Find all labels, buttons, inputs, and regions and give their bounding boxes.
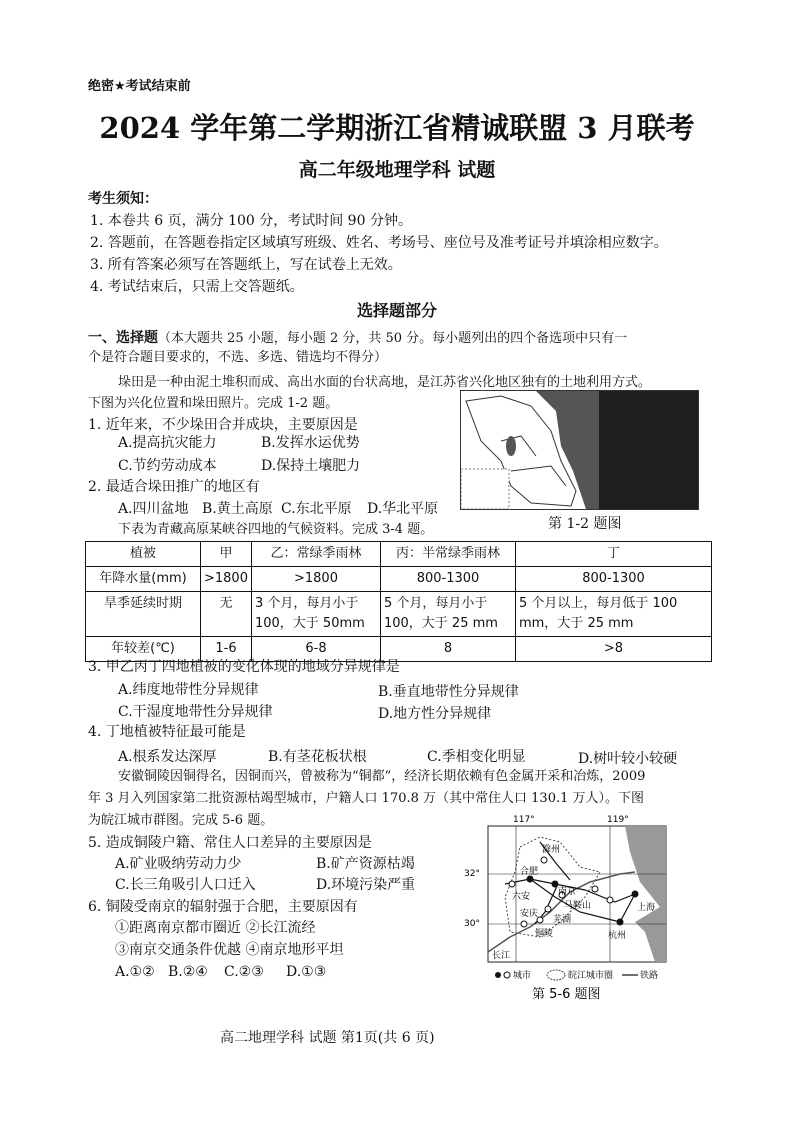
exam-title: 2024 学年第二学期浙江省精诚联盟 3 月联考: [99, 111, 695, 145]
option-d[interactable]: D.华北平原: [367, 501, 439, 517]
notice-item: 2. 答题前，在答题卷指定区域填写班级、姓名、考场号、座位号及准考证号并填涂相应数字。: [90, 235, 668, 251]
longitude-label: 117°: [513, 815, 535, 825]
section-title: 选择题部分: [356, 301, 437, 320]
question-2: 2. 最适合垛田推广的地区有: [88, 479, 260, 495]
city-label: 合肥: [520, 867, 539, 877]
table-cell: 5 个月，每月小于 100，大于 25 mm: [380, 592, 515, 637]
table-header: 植被: [86, 542, 201, 567]
city-label: 马鞍山: [564, 901, 592, 911]
question-5: 5. 造成铜陵户籍、常住人口差异的主要原因是: [88, 835, 372, 851]
option-d[interactable]: D.地方性分异规律: [378, 706, 492, 722]
city-label: 芜湖: [553, 915, 572, 925]
page-footer: 高二地理学科 试题 第1页(共 6 页): [220, 1030, 435, 1046]
option-c[interactable]: C.季相变化明显: [427, 749, 526, 765]
table-header: 乙：常绿季雨林: [251, 542, 380, 567]
question-3: 3. 甲乙丙丁四地植被的变化体现的地域分异规律是: [88, 659, 400, 675]
statement-3-4: ③南京交通条件优越 ④南京地形平坦: [115, 942, 344, 958]
option-a[interactable]: A.矿业吸纳劳动力少: [115, 856, 242, 872]
passage-text: 年 3 月入列国家第二批资源枯竭型城市，户籍人口 170.8 万（其中常住人口 130.1 万人）。下图: [88, 791, 644, 806]
option-b[interactable]: B.发挥水运优势: [261, 435, 360, 451]
option-a[interactable]: A.纬度地带性分异规律: [118, 682, 259, 698]
city-label: 上海: [637, 903, 656, 913]
option-d[interactable]: D.环境污染严重: [316, 877, 416, 893]
latitude-label: 30°: [464, 919, 480, 929]
notice-item: 1. 本卷共 6 页，满分 100 分，考试时间 90 分钟。: [90, 213, 412, 229]
notice-item: 3. 所有答案必须写在答题纸上，写在试卷上无效。: [90, 257, 402, 273]
option-b[interactable]: B.垂直地带性分异规律: [378, 684, 519, 700]
option-b[interactable]: B.矿产资源枯竭: [316, 856, 415, 872]
city-label: 铜陵: [535, 929, 554, 939]
notice-heading: 考生须知：: [88, 191, 158, 207]
exam-subtitle: 高二年级地理学科 试题: [298, 159, 496, 181]
option-a[interactable]: A.根系发达深厚: [118, 749, 217, 765]
table-cell: 3 个月，每月小于 100，大于 50mm: [251, 592, 380, 637]
table-cell: 800-1300: [380, 567, 515, 592]
figure-caption: 第 1-2 题图: [548, 516, 622, 532]
passage-text: 下图为兴化位置和垛田照片。完成 1-2 题。: [88, 396, 339, 411]
city-label: 六安: [512, 892, 531, 902]
notice-item: 4. 考试结束后，只需上交答题纸。: [90, 279, 304, 295]
table-header: 甲: [201, 542, 252, 567]
city-label: 滁州: [542, 845, 561, 855]
confidential-label: 绝密★考试结束前: [88, 79, 191, 94]
statement-1-2: ①距离南京都市圈近 ②长江流经: [115, 920, 316, 936]
option-a[interactable]: A.四川盆地: [118, 501, 189, 517]
table-cell: 6-8: [251, 637, 380, 662]
table-cell: 1-6: [201, 637, 252, 662]
climate-table: [85, 541, 712, 662]
city-label: 安庆: [520, 909, 539, 919]
option-d[interactable]: D.树叶较小较硬: [578, 751, 678, 767]
table-header: 丁: [515, 542, 711, 567]
option-c[interactable]: C.②③: [224, 964, 264, 980]
figure-caption: 第 5-6 题图: [532, 987, 601, 1002]
option-d[interactable]: D.保持土壤肥力: [261, 458, 361, 474]
longitude-label: 119°: [607, 815, 629, 825]
option-c[interactable]: C.节约劳动成本: [118, 458, 217, 474]
legend-railway: 铁路: [640, 971, 659, 981]
option-a[interactable]: A.提高抗灾能力: [118, 435, 217, 451]
table-cell: >1800: [251, 567, 380, 592]
table-cell: 800-1300: [515, 567, 711, 592]
option-c[interactable]: C.东北平原: [281, 501, 352, 517]
question-6: 6. 铜陵受南京的辐射强于合肥，主要原因有: [88, 899, 358, 915]
table-cell: 8: [380, 637, 515, 662]
option-b[interactable]: B.②④: [168, 964, 208, 980]
section-desc: 个是符合题目要求的，不选、多选、错选均不得分）: [88, 350, 388, 365]
passage-text: 下表为青藏高原某峡谷四地的气候资料。完成 3-4 题。: [118, 522, 434, 537]
table-cell: >1800: [201, 567, 252, 592]
xinghua-map: [461, 391, 698, 509]
option-b[interactable]: B.有茎花板状根: [268, 749, 367, 765]
section-desc: （本大题共 25 小题，每小题 2 分，共 50 分。每小题列出的四个备选项中只有一: [158, 331, 628, 346]
table-cell: 年降水量(mm): [86, 567, 201, 592]
figure-1-2: [460, 390, 699, 510]
option-a[interactable]: A.①②: [115, 964, 155, 980]
question-4: 4. 丁地植被特征最可能是: [88, 724, 246, 740]
city-label: 杭州: [608, 931, 627, 941]
option-b[interactable]: B.黄土高原: [202, 501, 273, 517]
option-d[interactable]: D.①③: [286, 964, 327, 980]
legend-city: 城市: [513, 971, 532, 981]
table-cell: 5 个月以上，每月低于 100 mm，大于 25 mm: [515, 592, 711, 637]
passage-text: 安徽铜陵因铜得名，因铜而兴，曾被称为“铜都”，经济长期依赖有色金属开采和冶炼，2009: [118, 769, 646, 784]
table-row: [86, 542, 712, 567]
section-heading: 一、选择题: [88, 330, 158, 346]
table-row: [86, 592, 712, 637]
river-label: 长江: [492, 951, 511, 961]
option-c[interactable]: C.长三角吸引人口迁入: [115, 877, 256, 893]
table-cell: 年较差(℃): [86, 637, 201, 662]
latitude-label: 32°: [464, 869, 480, 879]
table-header: 丙：半常绿季雨林: [380, 542, 515, 567]
table-row: [86, 567, 712, 592]
passage-text: 为皖江城市群图。完成 5-6 题。: [88, 813, 274, 828]
passage-text: 垛田是一种由泥土堆积而成、高出水面的台状高地，是江苏省兴化地区独有的土地利用方式。: [118, 375, 652, 390]
question-1: 1. 近年来，不少垛田合并成块，主要原因是: [88, 417, 358, 433]
wanjiang-city-map: [460, 812, 680, 1012]
option-c[interactable]: C.干湿度地带性分异规律: [118, 704, 273, 720]
table-cell: 无: [201, 592, 252, 637]
city-label: 南京: [558, 887, 577, 897]
table-cell: >8: [515, 637, 711, 662]
legend-region: 皖江城市圈: [568, 971, 614, 981]
table-cell: 旱季延续时期: [86, 592, 201, 637]
